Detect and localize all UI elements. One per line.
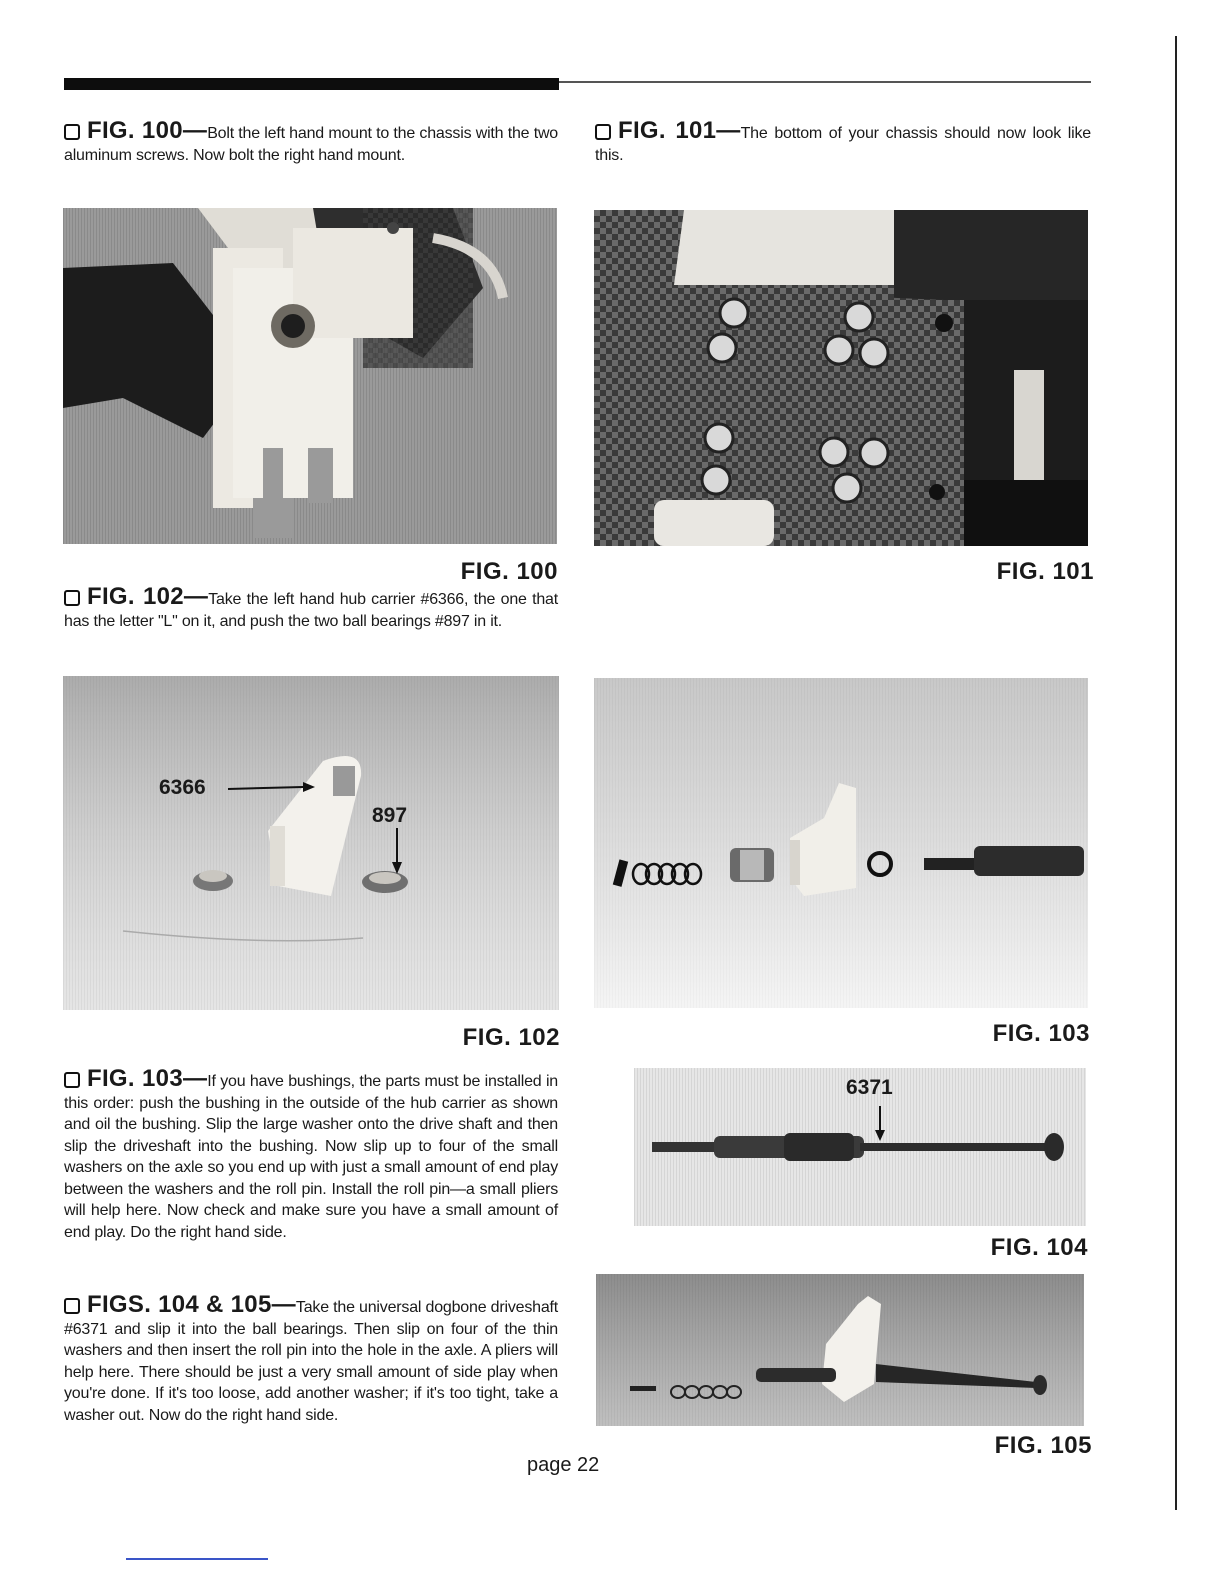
fig100-label: FIG. 100 (460, 558, 558, 585)
fig103-lead: FIG. 103— (87, 1065, 208, 1092)
fig104-label: FIG. 104 (990, 1234, 1088, 1261)
fig105-label: FIG. 105 (994, 1432, 1092, 1459)
callout-6366: 6366 (159, 776, 206, 799)
checkbox-icon[interactable] (595, 124, 611, 140)
fig102-photo (63, 676, 559, 1010)
fig100-photo (63, 208, 557, 544)
checkbox-icon[interactable] (64, 1072, 80, 1088)
page-edge-rule (1175, 36, 1177, 1510)
fig102-text: Take the left hand hub carrier #6366, the one that has the letter "L" on it, and push the two ball bearings #897 in it. (64, 591, 558, 630)
checkbox-icon[interactable] (64, 1298, 80, 1314)
header-rule-thick (64, 78, 559, 90)
fig101-lead: FIG. 101— (618, 117, 741, 144)
page-number: page 22 (527, 1454, 600, 1476)
fig104-photo (634, 1068, 1086, 1226)
fig100-instruction (64, 117, 558, 166)
fig102-lead: FIG. 102— (87, 583, 209, 610)
fig101-text: The bottom of your chassis should now look like this. (595, 125, 1092, 164)
fig103-instruction (64, 1065, 559, 1243)
fig100-lead: FIG. 100— (87, 117, 208, 144)
fig103-label: FIG. 103 (992, 1020, 1090, 1047)
callout-897: 897 (372, 804, 408, 827)
fig105-photo (596, 1274, 1084, 1426)
fig102-label: FIG. 102 (462, 1024, 560, 1051)
callout-6371: 6371 (846, 1076, 893, 1099)
fig101-photo (594, 210, 1088, 546)
header-rule-thin (559, 81, 1091, 83)
fig103-photo (594, 678, 1088, 1008)
fig102-instruction (64, 583, 558, 632)
fig103-text: If you have bushings, the parts must be installed in this order: push the bushing in the outside of the hub carrier as shown and oil the bushing. Slip the large washer onto the drive shaft and then slip the driveshaft into the bushing. Now slip up to four of the small washers on the axle so you end up with just a small amount of end play between the washers and the roll pin. Install the roll pin—a small pliers will help here. Now check and make sure you have a small amount of end play. Do the right hand side. (64, 1073, 559, 1241)
checkbox-icon[interactable] (64, 124, 80, 140)
fig101-label: FIG. 101 (996, 558, 1094, 585)
fig104-105-lead: FIGS. 104 & 105— (87, 1291, 296, 1318)
fig104-105-instruction (64, 1291, 559, 1426)
checkbox-icon[interactable] (64, 590, 80, 606)
fig100-text: Bolt the left hand mount to the chassis with the two aluminum screws. Now bolt the right hand mount. (64, 125, 558, 164)
fig104-105-text: Take the universal dogbone driveshaft #6371 and slip it into the ball bearings. Then slip on four of the thin washers and then insert the roll pin into the hole in the axle. A pliers will help here. There should be just a very small amount of side play when you're done. If it's too loose, add another washer; if it's too tight, take a washer out. Now do the right hand side. (64, 1299, 559, 1424)
bottom-link-rule (126, 1558, 268, 1560)
fig101-instruction (595, 117, 1092, 166)
